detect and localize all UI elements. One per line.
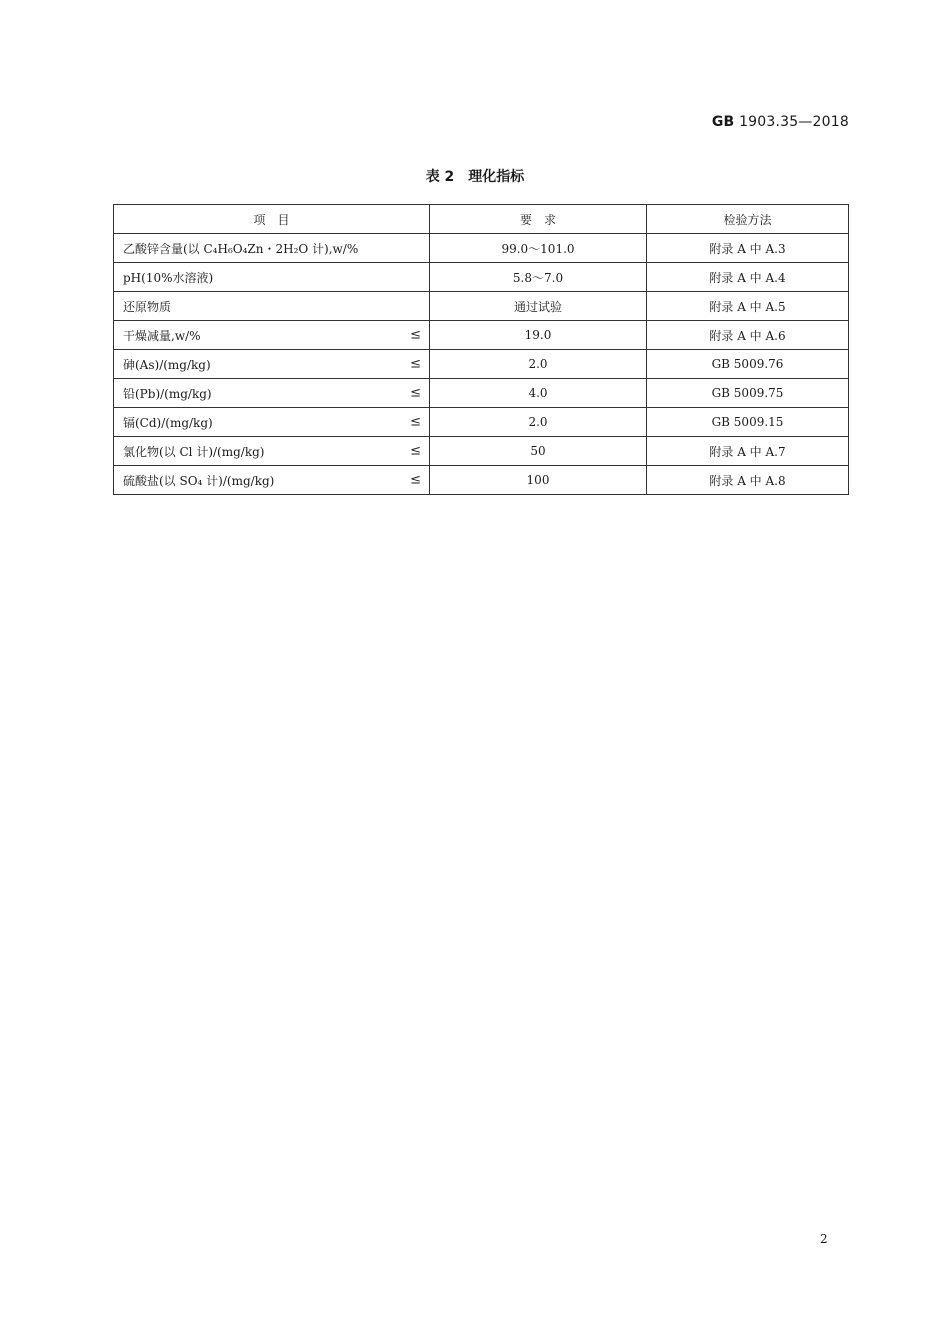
column-header-requirement: 要 求: [430, 205, 647, 234]
requirement-cell: 2.0: [430, 408, 647, 437]
method-cell: GB 5009.15: [647, 408, 849, 437]
table-row: [114, 263, 849, 292]
table-row: [114, 292, 849, 321]
leq-symbol: ≤: [410, 414, 421, 430]
column-header-method: 检验方法: [647, 205, 849, 234]
method-cell: GB 5009.75: [647, 379, 849, 408]
requirement-cell: 50: [430, 437, 647, 466]
method-cell: 附录 A 中 A.4: [647, 263, 849, 292]
method-cell: 附录 A 中 A.5: [647, 292, 849, 321]
item-label: 氯化物(以 Cl 计)/(mg/kg): [123, 444, 265, 459]
item-cell: [114, 234, 430, 263]
item-cell: [114, 408, 430, 437]
standard-number: 1903.35—2018: [739, 114, 849, 130]
item-label: 镉(Cd)/(mg/kg): [123, 415, 213, 430]
item-cell: [114, 379, 430, 408]
item-cell: [114, 292, 430, 321]
table-row: [114, 466, 849, 495]
leq-symbol: ≤: [410, 472, 421, 488]
item-cell: [114, 466, 430, 495]
requirement-cell: 4.0: [430, 379, 647, 408]
item-cell: [114, 321, 430, 350]
method-cell: 附录 A 中 A.8: [647, 466, 849, 495]
table-row: [114, 437, 849, 466]
method-cell: GB 5009.76: [647, 350, 849, 379]
requirement-cell: 19.0: [430, 321, 647, 350]
requirement-cell: 5.8～7.0: [430, 263, 647, 292]
column-header-item: 项 目: [114, 205, 430, 234]
table-row: [114, 234, 849, 263]
table-title: 表 2 理化指标: [425, 169, 525, 185]
standard-code: [712, 114, 849, 130]
leq-symbol: ≤: [410, 356, 421, 372]
physicochemical-table: [113, 204, 849, 495]
item-cell: [114, 437, 430, 466]
item-label: 硫酸盐(以 SO₄ 计)/(mg/kg): [123, 473, 275, 488]
item-cell: [114, 263, 430, 292]
item-label: 还原物质: [123, 299, 172, 314]
item-label: 铅(Pb)/(mg/kg): [123, 386, 212, 401]
requirement-cell: 99.0～101.0: [430, 234, 647, 263]
item-label: 干燥减量,w/%: [123, 328, 201, 343]
leq-symbol: ≤: [410, 443, 421, 459]
table-row: [114, 379, 849, 408]
table-row: [114, 350, 849, 379]
item-label: pH(10%水溶液): [123, 270, 214, 285]
table-row: [114, 321, 849, 350]
item-label: 乙酸锌含量(以 C₄H₆O₄Zn・2H₂O 计),w/%: [123, 241, 359, 256]
page-number: 2: [820, 1232, 828, 1246]
leq-symbol: ≤: [410, 385, 421, 401]
method-cell: 附录 A 中 A.3: [647, 234, 849, 263]
item-cell: [114, 350, 430, 379]
method-cell: 附录 A 中 A.6: [647, 321, 849, 350]
leq-symbol: ≤: [410, 327, 421, 343]
table-header-row: [114, 205, 849, 234]
method-cell: 附录 A 中 A.7: [647, 437, 849, 466]
standard-prefix: GB: [711, 114, 735, 130]
requirement-cell: 2.0: [430, 350, 647, 379]
requirement-cell: 通过试验: [430, 292, 647, 321]
table-row: [114, 408, 849, 437]
requirement-cell: 100: [430, 466, 647, 495]
item-label: 砷(As)/(mg/kg): [123, 357, 211, 372]
